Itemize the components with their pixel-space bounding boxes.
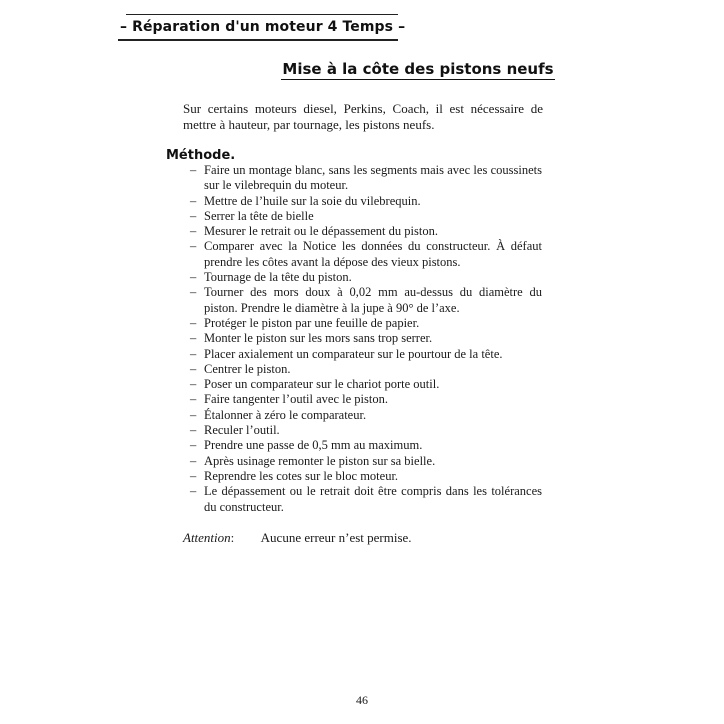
list-dash: – bbox=[190, 270, 197, 285]
list-item bbox=[190, 209, 542, 224]
header-rule-bottom bbox=[118, 39, 398, 41]
list-item-text: Après usinage remonter le piston sur sa bielle. bbox=[204, 453, 436, 468]
list-item-text: Comparer avec la Notice les données du constructeur. À défaut prendre les côtes avant la dépose des vieux pistons. bbox=[204, 239, 542, 269]
list-dash: – bbox=[190, 224, 197, 239]
list-item-text: Faire tangenter l’outil avec le piston. bbox=[204, 392, 388, 407]
section-title: Mise à la côte des pistons neufs bbox=[282, 60, 554, 78]
attention-colon: : bbox=[230, 530, 235, 545]
list-dash: – bbox=[190, 453, 197, 468]
list-item bbox=[190, 285, 542, 316]
list-dash: – bbox=[190, 285, 197, 300]
list-dash: – bbox=[190, 163, 197, 177]
methode-steps-list bbox=[190, 163, 542, 515]
list-item-text: Centrer le piston. bbox=[204, 361, 291, 376]
list-item bbox=[190, 331, 542, 346]
list-dash: – bbox=[190, 361, 197, 376]
list-dash: – bbox=[190, 438, 197, 453]
list-item-text: Reprendre les cotes sur le bloc moteur. bbox=[204, 468, 399, 483]
list-item-text: Étalonner à zéro le comparateur. bbox=[204, 407, 367, 422]
list-dash: – bbox=[190, 468, 197, 483]
list-dash: – bbox=[190, 392, 197, 407]
list-item-text: Tourner des mors doux à 0,02 mm au-dessus du diamètre du piston. Prendre le diamètre à la jupe à 90° de l’axe. bbox=[204, 285, 542, 315]
list-item bbox=[190, 392, 542, 407]
list-dash: – bbox=[190, 239, 197, 254]
page-number: 46 bbox=[356, 693, 368, 707]
list-item-text: Mettre de l’huile sur la soie du vilebrequin. bbox=[204, 193, 421, 208]
list-item-text: Reculer l’outil. bbox=[204, 423, 280, 438]
intro-paragraph: Sur certains moteurs diesel, Perkins, Coach, il est nécessaire de mettre à hauteur, par tournage, les pistons neufs. bbox=[183, 101, 543, 132]
attention-text: Aucune erreur n’est permise. bbox=[260, 530, 412, 545]
list-item-text: Faire un montage blanc, sans les segments mais avec les coussinets sur le vilebrequin du moteur. bbox=[204, 163, 542, 193]
running-header bbox=[118, 14, 406, 41]
list-item-text: Tournage de la tête du piston. bbox=[204, 270, 352, 285]
list-item bbox=[190, 484, 542, 515]
list-item bbox=[190, 194, 542, 209]
list-item bbox=[190, 454, 542, 469]
list-dash: – bbox=[190, 423, 197, 438]
list-dash: – bbox=[190, 407, 197, 422]
list-item bbox=[190, 224, 542, 239]
list-item bbox=[190, 362, 542, 377]
list-item-text: Poser un comparateur sur le chariot porte outil. bbox=[204, 377, 440, 392]
list-dash: – bbox=[190, 193, 197, 208]
list-item-text: Prendre une passe de 0,5 mm au maximum. bbox=[204, 438, 423, 453]
list-item bbox=[190, 270, 542, 285]
list-item-text: Placer axialement un comparateur sur le pourtour de la tête. bbox=[204, 346, 503, 361]
methode-heading: Méthode. bbox=[166, 148, 236, 163]
list-item bbox=[190, 438, 542, 453]
list-item bbox=[190, 163, 542, 194]
list-dash: – bbox=[190, 208, 197, 223]
attention-label: Attention bbox=[183, 530, 231, 545]
list-item bbox=[190, 377, 542, 392]
list-dash: – bbox=[190, 331, 197, 346]
attention-note bbox=[183, 530, 543, 546]
list-dash: – bbox=[190, 484, 197, 499]
list-dash: – bbox=[190, 346, 197, 361]
list-item-text: Protéger le piston par une feuille de papier. bbox=[204, 315, 420, 330]
list-item bbox=[190, 408, 542, 423]
list-item bbox=[190, 423, 542, 438]
list-item bbox=[190, 316, 542, 331]
list-item-text: Serrer la tête de bielle bbox=[204, 208, 314, 223]
list-item bbox=[190, 347, 542, 362]
list-item bbox=[190, 469, 542, 484]
list-item bbox=[190, 239, 542, 270]
list-dash: – bbox=[190, 315, 197, 330]
running-title: – Réparation d'un moteur 4 Temps – bbox=[120, 19, 406, 35]
list-dash: – bbox=[190, 377, 197, 392]
list-item-text: Monter le piston sur les mors sans trop serrer. bbox=[204, 331, 433, 346]
list-item-text: Mesurer le retrait ou le dépassement du piston. bbox=[204, 224, 438, 239]
section-title-wrapper bbox=[0, 60, 724, 78]
list-item-text: Le dépassement ou le retrait doit être compris dans les tolérances du constructeur. bbox=[204, 484, 542, 514]
